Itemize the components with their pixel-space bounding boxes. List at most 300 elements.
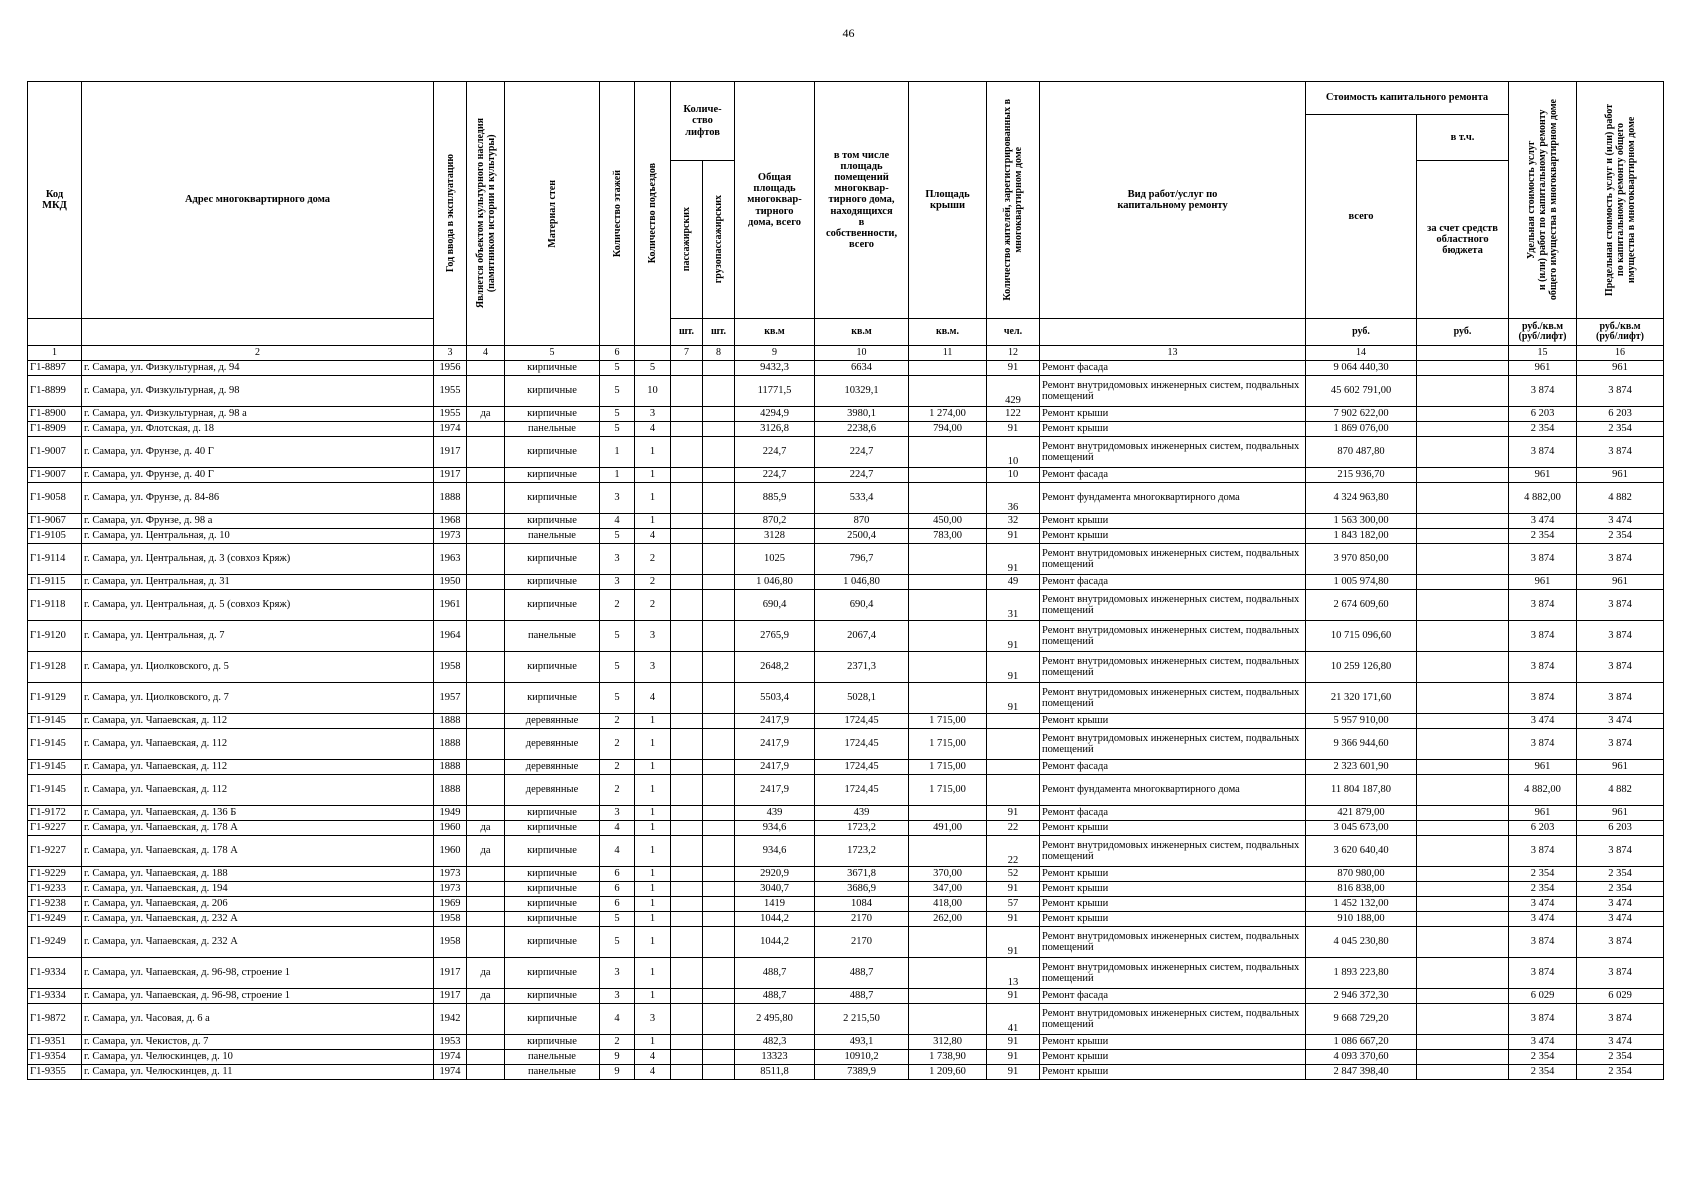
cell-lifts-passenger xyxy=(671,437,703,468)
cell-work-type: Ремонт крыши xyxy=(1040,897,1306,912)
cell-address: г. Самара, ул. Фрунзе, д. 40 Г xyxy=(82,468,434,483)
cell-unit-cost: 3 874 xyxy=(1509,1004,1577,1035)
cell-residents xyxy=(987,760,1040,775)
cell-cost-total: 1 452 132,00 xyxy=(1306,897,1417,912)
header-address: Адрес многоквартирного дома xyxy=(82,82,434,319)
cell-year: 1974 xyxy=(434,1065,467,1080)
cell-residents: 13 xyxy=(987,958,1040,989)
cell-unit-cost: 3 874 xyxy=(1509,927,1577,958)
cell-roof-area xyxy=(909,927,987,958)
cell-work-type: Ремонт крыши xyxy=(1040,1035,1306,1050)
cell-entrances: 1 xyxy=(635,729,671,760)
table-row xyxy=(28,544,1664,575)
table-row xyxy=(28,989,1664,1004)
cell-code: Г1-9007 xyxy=(28,468,82,483)
cell-work-type: Ремонт фасада xyxy=(1040,575,1306,590)
cell-total-area: 8511,8 xyxy=(735,1065,815,1080)
cell-roof-area xyxy=(909,361,987,376)
cell-lifts-passenger xyxy=(671,529,703,544)
cell-year: 1958 xyxy=(434,652,467,683)
cell-limit-cost: 6 203 xyxy=(1577,407,1664,422)
cell-limit-cost: 3 874 xyxy=(1577,729,1664,760)
cell-heritage xyxy=(467,621,505,652)
cell-total-area: 488,7 xyxy=(735,989,815,1004)
cell-limit-cost: 3 474 xyxy=(1577,1035,1664,1050)
table-row xyxy=(28,729,1664,760)
cell-material: кирпичные xyxy=(505,912,600,927)
cell-year: 1958 xyxy=(434,927,467,958)
cell-material: кирпичные xyxy=(505,544,600,575)
cell-floors: 5 xyxy=(600,376,635,407)
cell-floors: 1 xyxy=(600,468,635,483)
cell-material: кирпичные xyxy=(505,1004,600,1035)
cell-heritage xyxy=(467,575,505,590)
cell-cost-total: 2 674 609,60 xyxy=(1306,590,1417,621)
cell-limit-cost: 3 474 xyxy=(1577,897,1664,912)
cell-limit-cost: 3 474 xyxy=(1577,912,1664,927)
cell-year: 1888 xyxy=(434,729,467,760)
cell-work-type: Ремонт крыши xyxy=(1040,714,1306,729)
cell-limit-cost: 3 474 xyxy=(1577,514,1664,529)
cell-lifts-cargo xyxy=(703,1065,735,1080)
cell-lifts-passenger xyxy=(671,361,703,376)
cell-total-area: 482,3 xyxy=(735,1035,815,1050)
cell-residents: 91 xyxy=(987,912,1040,927)
cell-cost-total: 10 259 126,80 xyxy=(1306,652,1417,683)
cell-heritage xyxy=(467,361,505,376)
cell-work-type: Ремонт фасада xyxy=(1040,806,1306,821)
cell-cost-total: 5 957 910,00 xyxy=(1306,714,1417,729)
cell-unit-cost: 961 xyxy=(1509,760,1577,775)
cell-cost-regional xyxy=(1417,1004,1509,1035)
cell-lifts-passenger xyxy=(671,544,703,575)
cell-lifts-cargo xyxy=(703,514,735,529)
cell-cost-regional xyxy=(1417,407,1509,422)
cell-lifts-passenger xyxy=(671,836,703,867)
table-row xyxy=(28,621,1664,652)
cell-address: г. Самара, ул. Чапаевская, д. 178 А xyxy=(82,821,434,836)
cell-lifts-passenger xyxy=(671,468,703,483)
cell-residents: 91 xyxy=(987,683,1040,714)
cell-lifts-passenger xyxy=(671,1065,703,1080)
cell-residents: 57 xyxy=(987,897,1040,912)
cell-limit-cost: 961 xyxy=(1577,806,1664,821)
cell-heritage xyxy=(467,912,505,927)
unit-owned-area: кв.м xyxy=(815,319,909,346)
cell-code: Г1-9145 xyxy=(28,729,82,760)
cell-material: панельные xyxy=(505,1050,600,1065)
cell-cost-regional xyxy=(1417,897,1509,912)
cell-limit-cost: 2 354 xyxy=(1577,1050,1664,1065)
cell-heritage xyxy=(467,775,505,806)
cell-unit-cost: 3 874 xyxy=(1509,958,1577,989)
column-number: 4 xyxy=(467,346,505,361)
cell-code: Г1-9354 xyxy=(28,1050,82,1065)
cell-heritage xyxy=(467,714,505,729)
cell-residents: 429 xyxy=(987,376,1040,407)
cell-code: Г1-9118 xyxy=(28,590,82,621)
cell-lifts-passenger xyxy=(671,1035,703,1050)
cell-material: кирпичные xyxy=(505,836,600,867)
cell-owned-area: 2238,6 xyxy=(815,422,909,437)
cell-floors: 2 xyxy=(600,590,635,621)
cell-lifts-cargo xyxy=(703,897,735,912)
cell-code: Г1-9172 xyxy=(28,806,82,821)
cell-cost-regional xyxy=(1417,529,1509,544)
cell-unit-cost: 3 474 xyxy=(1509,714,1577,729)
column-numbers-row xyxy=(28,346,1664,361)
cell-total-area: 2417,9 xyxy=(735,775,815,806)
cell-roof-area: 1 738,90 xyxy=(909,1050,987,1065)
cell-code: Г1-9129 xyxy=(28,683,82,714)
cell-residents: 91 xyxy=(987,927,1040,958)
header-lifts-passenger: пассажирских xyxy=(671,161,703,319)
cell-year: 1888 xyxy=(434,760,467,775)
cell-limit-cost: 6 029 xyxy=(1577,989,1664,1004)
cell-lifts-cargo xyxy=(703,407,735,422)
cell-roof-area: 370,00 xyxy=(909,867,987,882)
cell-code: Г1-8899 xyxy=(28,376,82,407)
header-cost-group: Стоимость капитального ремонта xyxy=(1306,82,1509,115)
table-row xyxy=(28,897,1664,912)
cell-work-type: Ремонт фундамента многоквартирного дома xyxy=(1040,483,1306,514)
cell-material: кирпичные xyxy=(505,376,600,407)
cell-owned-area: 1724,45 xyxy=(815,714,909,729)
cell-total-area: 2417,9 xyxy=(735,729,815,760)
cell-cost-total: 2 323 601,90 xyxy=(1306,760,1417,775)
cell-entrances: 1 xyxy=(635,514,671,529)
column-number xyxy=(1417,346,1509,361)
cell-heritage xyxy=(467,1050,505,1065)
cell-entrances: 10 xyxy=(635,376,671,407)
cell-lifts-cargo xyxy=(703,836,735,867)
cell-floors: 3 xyxy=(600,575,635,590)
cell-material: кирпичные xyxy=(505,652,600,683)
cell-heritage xyxy=(467,652,505,683)
cell-heritage xyxy=(467,1065,505,1080)
cell-cost-total: 9 064 440,30 xyxy=(1306,361,1417,376)
table-row xyxy=(28,1035,1664,1050)
cell-code: Г1-9238 xyxy=(28,897,82,912)
cell-address: г. Самара, ул. Флотская, д. 18 xyxy=(82,422,434,437)
cell-owned-area: 1 046,80 xyxy=(815,575,909,590)
column-number: 13 xyxy=(1040,346,1306,361)
unit-cost-regional: руб. xyxy=(1417,319,1509,346)
cell-address: г. Самара, ул. Чапаевская, д. 232 А xyxy=(82,912,434,927)
cell-limit-cost: 2 354 xyxy=(1577,882,1664,897)
cell-cost-regional xyxy=(1417,927,1509,958)
column-number: 6 xyxy=(600,346,635,361)
cell-unit-cost: 3 874 xyxy=(1509,729,1577,760)
cell-floors: 5 xyxy=(600,361,635,376)
cell-owned-area: 1723,2 xyxy=(815,836,909,867)
cell-address: г. Самара, ул. Циолковского, д. 5 xyxy=(82,652,434,683)
cell-lifts-cargo xyxy=(703,714,735,729)
table-row xyxy=(28,652,1664,683)
table-row xyxy=(28,361,1664,376)
cell-floors: 6 xyxy=(600,882,635,897)
table-row xyxy=(28,1065,1664,1080)
cell-code: Г1-9067 xyxy=(28,514,82,529)
cell-owned-area: 1084 xyxy=(815,897,909,912)
cell-year: 1960 xyxy=(434,821,467,836)
cell-material: кирпичные xyxy=(505,575,600,590)
cell-unit-cost: 3 874 xyxy=(1509,544,1577,575)
cell-year: 1917 xyxy=(434,989,467,1004)
cell-roof-area: 1 715,00 xyxy=(909,714,987,729)
cell-entrances: 5 xyxy=(635,361,671,376)
cell-entrances: 1 xyxy=(635,806,671,821)
cell-material: кирпичные xyxy=(505,514,600,529)
cell-cost-regional xyxy=(1417,958,1509,989)
cell-lifts-passenger xyxy=(671,729,703,760)
cell-roof-area xyxy=(909,621,987,652)
cell-floors: 3 xyxy=(600,958,635,989)
cell-work-type: Ремонт крыши xyxy=(1040,514,1306,529)
column-number: 7 xyxy=(671,346,703,361)
cell-code: Г1-9249 xyxy=(28,912,82,927)
cell-total-area: 13323 xyxy=(735,1050,815,1065)
cell-roof-area: 794,00 xyxy=(909,422,987,437)
cell-total-area: 2417,9 xyxy=(735,714,815,729)
cell-roof-area xyxy=(909,989,987,1004)
cell-floors: 2 xyxy=(600,714,635,729)
cell-residents: 49 xyxy=(987,575,1040,590)
cell-roof-area: 1 209,60 xyxy=(909,1065,987,1080)
cell-year: 1968 xyxy=(434,514,467,529)
table-row xyxy=(28,912,1664,927)
table-row xyxy=(28,683,1664,714)
column-number: 11 xyxy=(909,346,987,361)
cell-owned-area: 2170 xyxy=(815,912,909,927)
cell-floors: 3 xyxy=(600,483,635,514)
cell-entrances: 1 xyxy=(635,775,671,806)
cell-lifts-cargo xyxy=(703,806,735,821)
cell-entrances: 1 xyxy=(635,821,671,836)
cell-material: панельные xyxy=(505,1065,600,1080)
cell-cost-total: 816 838,00 xyxy=(1306,882,1417,897)
cell-limit-cost: 3 874 xyxy=(1577,1004,1664,1035)
cell-unit-cost: 3 474 xyxy=(1509,897,1577,912)
cell-unit-cost: 2 354 xyxy=(1509,867,1577,882)
cell-lifts-cargo xyxy=(703,1004,735,1035)
cell-total-area: 3128 xyxy=(735,529,815,544)
cell-cost-total: 9 668 729,20 xyxy=(1306,1004,1417,1035)
cell-lifts-passenger xyxy=(671,483,703,514)
cell-code: Г1-9145 xyxy=(28,714,82,729)
cell-work-type: Ремонт крыши xyxy=(1040,1050,1306,1065)
cell-roof-area: 1 274,00 xyxy=(909,407,987,422)
cell-roof-area: 312,80 xyxy=(909,1035,987,1050)
cell-cost-regional xyxy=(1417,912,1509,927)
unit-code xyxy=(28,319,82,346)
cell-heritage xyxy=(467,729,505,760)
cell-residents: 91 xyxy=(987,1065,1040,1080)
cell-cost-total: 870 487,80 xyxy=(1306,437,1417,468)
cell-code: Г1-9145 xyxy=(28,775,82,806)
cell-heritage xyxy=(467,897,505,912)
cell-roof-area xyxy=(909,836,987,867)
cell-total-area: 224,7 xyxy=(735,468,815,483)
cell-lifts-cargo xyxy=(703,912,735,927)
cell-lifts-passenger xyxy=(671,867,703,882)
cell-floors: 1 xyxy=(600,437,635,468)
cell-floors: 6 xyxy=(600,897,635,912)
cell-entrances: 1 xyxy=(635,882,671,897)
cell-address: г. Самара, ул. Чекистов, д. 7 xyxy=(82,1035,434,1050)
cell-entrances: 4 xyxy=(635,1050,671,1065)
cell-material: кирпичные xyxy=(505,989,600,1004)
cell-residents xyxy=(987,714,1040,729)
cell-limit-cost: 4 882 xyxy=(1577,483,1664,514)
column-number: 14 xyxy=(1306,346,1417,361)
header-cost-regional: за счет средств областного бюджета xyxy=(1417,161,1509,319)
column-number: 12 xyxy=(987,346,1040,361)
cell-cost-regional xyxy=(1417,590,1509,621)
cell-year: 1950 xyxy=(434,575,467,590)
cell-owned-area: 1723,2 xyxy=(815,821,909,836)
cell-owned-area: 1724,45 xyxy=(815,760,909,775)
table-row xyxy=(28,806,1664,821)
cell-residents: 91 xyxy=(987,422,1040,437)
cell-residents: 22 xyxy=(987,836,1040,867)
cell-heritage: да xyxy=(467,836,505,867)
cell-entrances: 1 xyxy=(635,912,671,927)
cell-limit-cost: 961 xyxy=(1577,468,1664,483)
cell-roof-area: 1 715,00 xyxy=(909,760,987,775)
unit-limit-cost: руб./кв.м (руб/лифт) xyxy=(1577,319,1664,346)
cell-heritage xyxy=(467,590,505,621)
cell-unit-cost: 961 xyxy=(1509,806,1577,821)
cell-code: Г1-9120 xyxy=(28,621,82,652)
cell-cost-total: 3 045 673,00 xyxy=(1306,821,1417,836)
cell-total-area: 1 046,80 xyxy=(735,575,815,590)
cell-entrances: 1 xyxy=(635,483,671,514)
cell-address: г. Самара, ул. Центральная, д. 31 xyxy=(82,575,434,590)
cell-limit-cost: 3 874 xyxy=(1577,683,1664,714)
cell-limit-cost: 3 874 xyxy=(1577,437,1664,468)
cell-total-area: 2 495,80 xyxy=(735,1004,815,1035)
cell-lifts-cargo xyxy=(703,882,735,897)
cell-roof-area xyxy=(909,683,987,714)
cell-code: Г1-9249 xyxy=(28,927,82,958)
cell-material: кирпичные xyxy=(505,958,600,989)
cell-lifts-passenger xyxy=(671,958,703,989)
cell-roof-area xyxy=(909,437,987,468)
cell-lifts-passenger xyxy=(671,760,703,775)
cell-cost-regional xyxy=(1417,1050,1509,1065)
cell-floors: 4 xyxy=(600,514,635,529)
cell-heritage: да xyxy=(467,407,505,422)
header-limit-cost: Предельная стоимость услуг и (или) работ по капитальному ремонту общего имущества в многоквартирном доме xyxy=(1577,82,1664,319)
cell-unit-cost: 3 874 xyxy=(1509,437,1577,468)
cell-floors: 4 xyxy=(600,1004,635,1035)
cell-entrances: 1 xyxy=(635,1035,671,1050)
cell-material: кирпичные xyxy=(505,897,600,912)
table-row xyxy=(28,575,1664,590)
cell-address: г. Самара, ул. Центральная, д. 5 (совхоз Кряж) xyxy=(82,590,434,621)
cell-owned-area: 690,4 xyxy=(815,590,909,621)
cell-owned-area: 493,1 xyxy=(815,1035,909,1050)
cell-heritage: да xyxy=(467,989,505,1004)
cell-entrances: 2 xyxy=(635,544,671,575)
cell-cost-total: 1 869 076,00 xyxy=(1306,422,1417,437)
cell-lifts-cargo xyxy=(703,590,735,621)
cell-residents: 91 xyxy=(987,544,1040,575)
cell-lifts-passenger xyxy=(671,882,703,897)
cell-entrances: 1 xyxy=(635,927,671,958)
cell-entrances: 1 xyxy=(635,867,671,882)
table-row xyxy=(28,867,1664,882)
cell-year: 1917 xyxy=(434,958,467,989)
cell-address: г. Самара, ул. Чапаевская, д. 206 xyxy=(82,897,434,912)
column-number: 16 xyxy=(1577,346,1664,361)
unit-lifts-passenger: шт. xyxy=(671,319,703,346)
cell-work-type: Ремонт крыши xyxy=(1040,422,1306,437)
cell-lifts-cargo xyxy=(703,867,735,882)
cell-floors: 5 xyxy=(600,407,635,422)
cell-unit-cost: 6 029 xyxy=(1509,989,1577,1004)
cell-total-area: 2417,9 xyxy=(735,760,815,775)
cell-heritage xyxy=(467,468,505,483)
cell-total-area: 2920,9 xyxy=(735,867,815,882)
cell-material: кирпичные xyxy=(505,867,600,882)
unit-residents: чел. xyxy=(987,319,1040,346)
cell-lifts-passenger xyxy=(671,590,703,621)
cell-code: Г1-9128 xyxy=(28,652,82,683)
cell-heritage xyxy=(467,806,505,821)
cell-address: г. Самара, ул. Фрунзе, д. 40 Г xyxy=(82,437,434,468)
column-number: 5 xyxy=(505,346,600,361)
cell-work-type: Ремонт фасада xyxy=(1040,361,1306,376)
cell-total-area: 5503,4 xyxy=(735,683,815,714)
cell-total-area: 4294,9 xyxy=(735,407,815,422)
cell-limit-cost: 961 xyxy=(1577,760,1664,775)
unit-work-type xyxy=(1040,319,1306,346)
cell-total-area: 690,4 xyxy=(735,590,815,621)
header-year: Год ввода в эксплуатацию xyxy=(434,82,467,346)
cell-entrances: 3 xyxy=(635,621,671,652)
cell-lifts-cargo xyxy=(703,468,735,483)
cell-lifts-cargo xyxy=(703,729,735,760)
cell-work-type: Ремонт внутридомовых инженерных систем, подвальных помещений xyxy=(1040,652,1306,683)
cell-cost-regional xyxy=(1417,1035,1509,1050)
cell-total-area: 439 xyxy=(735,806,815,821)
cell-cost-regional xyxy=(1417,714,1509,729)
cell-heritage xyxy=(467,927,505,958)
cell-work-type: Ремонт крыши xyxy=(1040,529,1306,544)
cell-code: Г1-9227 xyxy=(28,836,82,867)
column-number: 3 xyxy=(434,346,467,361)
cell-work-type: Ремонт внутридомовых инженерных систем, подвальных помещений xyxy=(1040,683,1306,714)
cell-total-area: 934,6 xyxy=(735,836,815,867)
cell-material: деревянные xyxy=(505,760,600,775)
cell-year: 1973 xyxy=(434,867,467,882)
cell-work-type: Ремонт внутридомовых инженерных систем, подвальных помещений xyxy=(1040,958,1306,989)
table-row xyxy=(28,760,1664,775)
cell-limit-cost: 961 xyxy=(1577,575,1664,590)
cell-lifts-passenger xyxy=(671,821,703,836)
cell-limit-cost: 3 874 xyxy=(1577,544,1664,575)
cell-lifts-cargo xyxy=(703,376,735,407)
cell-limit-cost: 3 874 xyxy=(1577,376,1664,407)
cell-year: 1961 xyxy=(434,590,467,621)
cell-limit-cost: 961 xyxy=(1577,361,1664,376)
header-entrances: Количество подъездов xyxy=(635,82,671,346)
cell-address: г. Самара, ул. Чапаевская, д. 112 xyxy=(82,760,434,775)
cell-material: панельные xyxy=(505,621,600,652)
column-number: 10 xyxy=(815,346,909,361)
